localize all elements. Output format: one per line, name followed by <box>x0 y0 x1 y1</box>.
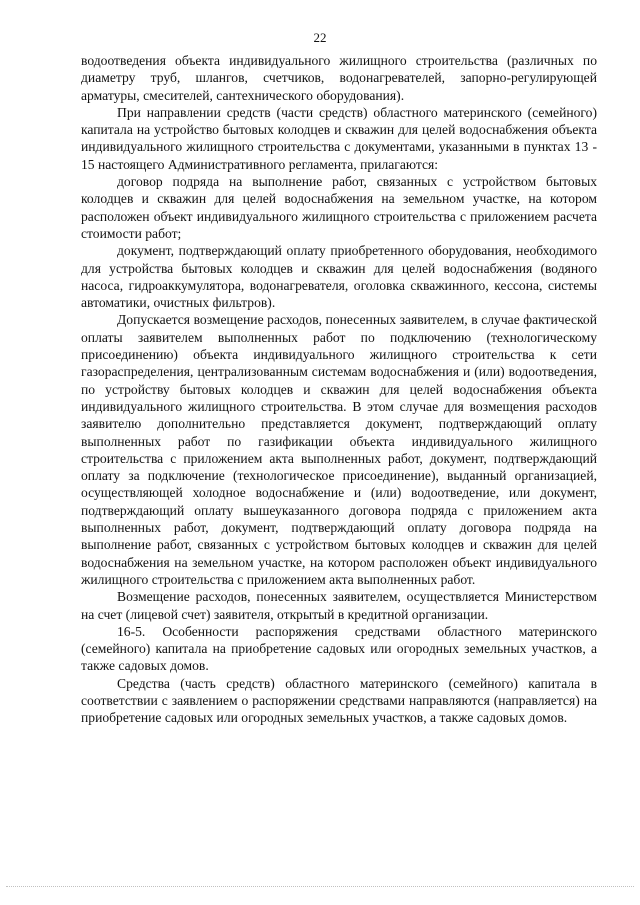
paragraph-8: Средства (часть средств) областного материнского (семейного) капитала в соответствии с заявлением о распоряжении средствами направляются (направляется) на приобретение садовых или огородных земельных участков, а также садовых домов. <box>81 675 597 726</box>
page-number: 22 <box>313 30 327 45</box>
paragraph-4: документ, подтверждающий оплату приобретенного оборудования, необходимого для устройства бытовых колодцев и скважин для целей водоснабжения (водяного насоса, гидроаккумулятора, водонагревателя, оголовка скважинного, кессона, системы автоматики, очистных фильтров). <box>81 243 597 311</box>
document-body <box>81 52 597 727</box>
paragraph-2: При направлении средств (части средств) областного материнского (семейного) капитала на устройство бытовых колодцев и скважин для целей водоснабжения объекта индивидуального жилищного строительства с документами, указанными в пунктах 13 - 15 настоящего Административного регламента, прилагаются: <box>81 104 597 172</box>
paragraph-6: Возмещение расходов, понесенных заявителем, осуществляется Министерством на счет (лицевой счет) заявителя, открытый в кредитной организации. <box>81 589 597 622</box>
paragraph-5: Допускается возмещение расходов, понесенных заявителем, в случае фактической оплаты заявителем выполненных работ по подключению (технологическому присоединению) объекта индивидуального жилищного строительства к сети газораспределения, централизованным системам водоснабжения и (или) водоотведения, по устройству бытовых колодцев и скважин для целей водоснабжения объекта индивидуального жилищного строительства. В этом случае для возмещения расходов заявителю дополнительно представляется документ, подтверждающий оплату выполненных работ по газификации объекта индивидуального жилищного строительства с приложением акта выполненных работ, документ, подтверждающий оплату за подключение (технологическое присоединение), выданный организацией, осуществляющей холодное водоснабжение и (или) водоотведение, или документ, подтверждающий оплату вышеуказанного договора подряда с приложением акта выполненных работ, документ, подтверждающий оплату договора подряда на выполнение работ, связанных с устройством бытовых колодцев и скважин для целей водоснабжения на земельном участке, на котором расположен объект индивидуального жилищного строительства с приложением акта выполненных работ. <box>81 312 597 587</box>
scan-edge-line <box>6 886 634 887</box>
paragraph-1: водоотведения объекта индивидуального жилищного строительства (различных по диаметру труб, шлангов, счетчиков, водонагревателей, запорно-регулирующей арматуры, смесителей, сантехнического оборудования). <box>81 53 597 103</box>
section-16-5-heading: 16-5. Особенности распоряжения средствами областного материнского (семейного) капитала на приобретение садовых или огородных земельных участков, а также садовых домов. <box>81 623 597 674</box>
paragraph-3: договор подряда на выполнение работ, связанных с устройством бытовых колодцев и скважин для целей водоснабжения на земельном участке, на котором расположен объект индивидуального жилищного строительства с приложением расчета стоимости работ; <box>81 174 597 241</box>
